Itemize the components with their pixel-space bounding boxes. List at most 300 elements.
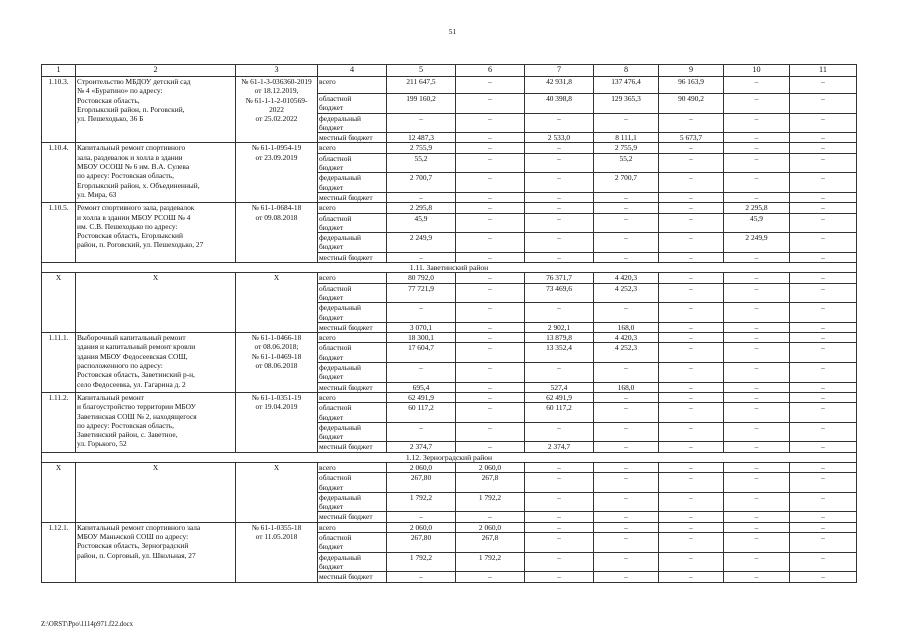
value-cell: 2 295,8 [387, 203, 456, 213]
funding-source: областной бюджет [318, 533, 387, 553]
value-cell: – [456, 283, 525, 303]
value-cell: – [525, 522, 594, 532]
value-cell: – [790, 422, 857, 442]
funding-source: федеральный бюджет [318, 173, 387, 193]
value-cell: 1 792,2 [456, 552, 525, 572]
value-cell: – [724, 343, 790, 363]
item-id: 1.12.1. [42, 522, 76, 582]
value-cell: – [790, 252, 857, 262]
value-cell: – [525, 533, 594, 553]
value-cell: – [456, 153, 525, 173]
value-cell: – [525, 422, 594, 442]
value-cell: 73 469,6 [525, 283, 594, 303]
value-cell: – [790, 403, 857, 423]
value-cell: – [659, 113, 724, 133]
funding-source: областной бюджет [318, 343, 387, 363]
value-cell: 2 902,1 [525, 322, 594, 332]
value-cell: – [387, 512, 456, 522]
value-cell: – [659, 143, 724, 153]
table-row [42, 203, 857, 213]
value-cell: – [724, 382, 790, 392]
value-cell: 18 300,1 [387, 333, 456, 343]
value-cell: – [659, 403, 724, 423]
value-cell: – [594, 213, 659, 233]
value-cell: 1 792,2 [387, 552, 456, 572]
value-cell: 2 249,9 [724, 233, 790, 253]
value-cell: – [659, 173, 724, 193]
value-cell: – [525, 363, 594, 383]
page-number: 51 [448, 27, 457, 36]
funding-source: всего [318, 143, 387, 153]
value-cell: – [659, 392, 724, 402]
funding-source: всего [318, 203, 387, 213]
value-cell: – [456, 273, 525, 283]
value-cell: – [387, 572, 456, 582]
value-cell: – [790, 512, 857, 522]
value-cell: – [790, 492, 857, 512]
value-cell: – [594, 233, 659, 253]
value-cell: – [456, 442, 525, 452]
section-row [42, 263, 857, 273]
value-cell: – [659, 552, 724, 572]
value-cell: – [659, 252, 724, 262]
value-cell: – [790, 77, 857, 94]
value-cell: 55,2 [594, 153, 659, 173]
value-cell: – [594, 552, 659, 572]
item-document: № 61-1-0466-18 от 08.06.2018; № 61-1-0469-18 от 08.06.2018 [236, 333, 318, 393]
value-cell: 45,9 [724, 213, 790, 233]
value-cell: – [790, 303, 857, 323]
value-cell: – [594, 422, 659, 442]
value-cell: – [456, 392, 525, 402]
header-cell: 1 [42, 65, 76, 77]
value-cell: 695,4 [387, 382, 456, 392]
value-cell: – [790, 273, 857, 283]
value-cell: – [456, 143, 525, 153]
value-cell: – [594, 192, 659, 202]
value-cell: – [790, 113, 857, 133]
value-cell: – [724, 552, 790, 572]
funding-source: местный бюджет [318, 442, 387, 452]
value-cell: – [659, 382, 724, 392]
value-cell: 2 295,8 [724, 203, 790, 213]
value-cell: – [724, 94, 790, 114]
value-cell: – [790, 143, 857, 153]
value-cell: – [594, 392, 659, 402]
value-cell: – [724, 442, 790, 452]
value-cell: 267,8 [456, 473, 525, 493]
value-cell: 2 533,0 [525, 133, 594, 143]
item-name: Ремонт спортивного зала, раздевалок и холла в здании МБОУ РСОШ № 4 им. С.В. Пешеходько по адресу: Ростовская область, Егорлыкский район, п. Роговский, ул. Пешеходько, 27 [76, 203, 236, 263]
header-cell: 4 [318, 65, 387, 77]
value-cell: – [724, 133, 790, 143]
value-cell: – [659, 473, 724, 493]
item-id: Х [42, 462, 76, 522]
header-cell: 11 [790, 65, 857, 77]
table-row [42, 522, 857, 532]
value-cell: – [790, 572, 857, 582]
value-cell: – [659, 442, 724, 452]
value-cell: 2 374,7 [525, 442, 594, 452]
funding-source: федеральный бюджет [318, 233, 387, 253]
header-cell: 2 [76, 65, 236, 77]
value-cell: – [659, 203, 724, 213]
item-id: 1.11.1. [42, 333, 76, 393]
value-cell: – [387, 192, 456, 202]
funding-source: местный бюджет [318, 192, 387, 202]
value-cell: 2 249,9 [387, 233, 456, 253]
value-cell: – [724, 512, 790, 522]
funding-source: местный бюджет [318, 382, 387, 392]
item-document: № 61-1-0351-19 от 19.04.2019 [236, 392, 318, 452]
item-name: Х [76, 462, 236, 522]
value-cell: 4 252,3 [594, 283, 659, 303]
value-cell: – [594, 203, 659, 213]
value-cell: – [594, 473, 659, 493]
item-id: 1.11.2. [42, 392, 76, 452]
value-cell: 1 792,2 [456, 492, 525, 512]
value-cell: – [724, 77, 790, 94]
value-cell: 2 060,0 [387, 522, 456, 532]
value-cell: – [724, 283, 790, 303]
value-cell: 527,4 [525, 382, 594, 392]
value-cell: 267,8 [456, 533, 525, 553]
value-cell: – [456, 322, 525, 332]
value-cell: – [659, 462, 724, 472]
value-cell: 2 060,0 [456, 462, 525, 472]
value-cell: – [525, 303, 594, 323]
value-cell: – [724, 153, 790, 173]
value-cell: – [456, 192, 525, 202]
value-cell: – [456, 133, 525, 143]
value-cell: – [456, 382, 525, 392]
value-cell: – [659, 572, 724, 582]
value-cell: – [387, 422, 456, 442]
item-id: Х [42, 273, 76, 333]
value-cell: 13 879,8 [525, 333, 594, 343]
item-id: 1.10.5. [42, 203, 76, 263]
value-cell: – [790, 94, 857, 114]
value-cell: – [594, 403, 659, 423]
value-cell: 2 060,0 [387, 462, 456, 472]
funding-source: федеральный бюджет [318, 422, 387, 442]
value-cell: – [594, 113, 659, 133]
value-cell: – [456, 77, 525, 94]
value-cell: – [525, 173, 594, 193]
value-cell: 12 487,3 [387, 133, 456, 143]
value-cell: – [659, 422, 724, 442]
value-cell: – [790, 133, 857, 143]
table-row [42, 77, 857, 94]
value-cell: – [456, 94, 525, 114]
value-cell: – [790, 343, 857, 363]
value-cell: 2 060,0 [456, 522, 525, 532]
item-document: Х [236, 462, 318, 522]
value-cell: 5 673,7 [659, 133, 724, 143]
value-cell: – [790, 322, 857, 332]
value-cell: 4 252,3 [594, 343, 659, 363]
value-cell: – [387, 113, 456, 133]
value-cell: 80 792,0 [387, 273, 456, 283]
value-cell: – [790, 382, 857, 392]
item-name: Х [76, 273, 236, 333]
funding-source: федеральный бюджет [318, 492, 387, 512]
value-cell: – [724, 533, 790, 553]
value-cell: – [659, 303, 724, 323]
value-cell: – [659, 233, 724, 253]
funding-source: федеральный бюджет [318, 113, 387, 133]
value-cell: 4 420,3 [594, 333, 659, 343]
value-cell: 129 365,3 [594, 94, 659, 114]
value-cell: – [790, 552, 857, 572]
value-cell: – [724, 273, 790, 283]
value-cell: – [525, 572, 594, 582]
value-cell: – [724, 492, 790, 512]
funding-source: федеральный бюджет [318, 303, 387, 323]
table-row [42, 462, 857, 472]
value-cell: – [525, 473, 594, 493]
value-cell: 3 070,1 [387, 322, 456, 332]
value-cell: – [724, 322, 790, 332]
value-cell: – [790, 233, 857, 253]
section-title: 1.11. Заветинский район [42, 263, 857, 273]
value-cell: – [525, 143, 594, 153]
header-cell: 6 [456, 65, 525, 77]
value-cell: – [659, 492, 724, 512]
item-document: № 61-1-0954-19 от 23.09.2019 [236, 143, 318, 203]
header-row [42, 65, 857, 77]
value-cell: – [456, 113, 525, 133]
value-cell: – [456, 173, 525, 193]
value-cell: – [724, 363, 790, 383]
item-id: 1.10.4. [42, 143, 76, 203]
value-cell: – [724, 303, 790, 323]
funding-source: местный бюджет [318, 512, 387, 522]
funding-source: всего [318, 392, 387, 402]
value-cell: – [790, 533, 857, 553]
funding-source: всего [318, 333, 387, 343]
value-cell: – [456, 343, 525, 363]
value-cell: – [659, 363, 724, 383]
value-cell: – [659, 153, 724, 173]
value-cell: 267,80 [387, 533, 456, 553]
value-cell: – [594, 492, 659, 512]
value-cell: – [790, 473, 857, 493]
header-cell: 7 [525, 65, 594, 77]
value-cell: – [525, 492, 594, 512]
value-cell: – [724, 572, 790, 582]
value-cell: – [456, 363, 525, 383]
funding-source: областной бюджет [318, 283, 387, 303]
item-name: Строительство МБДОУ детский сад № 4 «Буратино» по адресу: Ростовская область, Егорлыкский район, п. Роговский, ул. Пешеходько, 36 Б [76, 77, 236, 143]
value-cell: 2 374,7 [387, 442, 456, 452]
section-title: 1.12. Зерноградский район [42, 452, 857, 462]
item-id: 1.10.3. [42, 77, 76, 143]
value-cell: – [456, 233, 525, 253]
value-cell: – [387, 303, 456, 323]
footer-file-path: Z:\ORST\Ppo\1114p971.f22.docx [41, 621, 134, 628]
value-cell: 76 371,7 [525, 273, 594, 283]
header-cell: 10 [724, 65, 790, 77]
value-cell: – [724, 143, 790, 153]
value-cell: – [790, 462, 857, 472]
item-name: Капитальный ремонт спортивного зала, раздевалок и холла в здании МБОУ ОСОШ № 6 им. В.А. Сулева по адресу: Ростовская область, Егорлыкский район, х. Объединенный, ул. Мира, 63 [76, 143, 236, 203]
value-cell: 199 160,2 [387, 94, 456, 114]
value-cell: – [790, 203, 857, 213]
item-document: № 61-1-0355-18 от 11.05.2018 [236, 522, 318, 582]
value-cell: 2 755,9 [594, 143, 659, 153]
value-cell: – [594, 522, 659, 532]
value-cell: – [525, 552, 594, 572]
funding-source: областной бюджет [318, 94, 387, 114]
value-cell: – [659, 533, 724, 553]
value-cell: – [525, 233, 594, 253]
value-cell: – [659, 213, 724, 233]
value-cell: – [456, 422, 525, 442]
funding-source: областной бюджет [318, 403, 387, 423]
value-cell: – [594, 303, 659, 323]
value-cell: – [659, 192, 724, 202]
value-cell: – [525, 213, 594, 233]
header-cell: 9 [659, 65, 724, 77]
value-cell: – [525, 462, 594, 472]
value-cell: – [724, 173, 790, 193]
value-cell: 1 792,2 [387, 492, 456, 512]
table-row [42, 392, 857, 402]
value-cell: – [387, 363, 456, 383]
item-document: Х [236, 273, 318, 333]
value-cell: 17 604,7 [387, 343, 456, 363]
value-cell: 267,80 [387, 473, 456, 493]
value-cell: 62 491,9 [387, 392, 456, 402]
value-cell: – [456, 403, 525, 423]
value-cell: – [594, 363, 659, 383]
value-cell: – [790, 173, 857, 193]
value-cell: – [456, 512, 525, 522]
funding-source: всего [318, 522, 387, 532]
funding-source: всего [318, 77, 387, 94]
value-cell: – [525, 512, 594, 522]
value-cell: 13 352,4 [525, 343, 594, 363]
value-cell: – [456, 572, 525, 582]
value-cell: – [525, 252, 594, 262]
value-cell: – [724, 422, 790, 442]
value-cell: – [790, 213, 857, 233]
value-cell: – [724, 522, 790, 532]
value-cell: – [724, 113, 790, 133]
value-cell: – [456, 333, 525, 343]
item-name: Капитальный ремонт спортивного зала МБОУ Маньчской СОШ по адресу: Ростовская область, Зерноградский район, п. Сорговый, ул. Школьная, 27 [76, 522, 236, 582]
value-cell: – [456, 213, 525, 233]
value-cell: 42 931,8 [525, 77, 594, 94]
header-cell: 3 [236, 65, 318, 77]
value-cell: – [724, 473, 790, 493]
value-cell: 168,0 [594, 322, 659, 332]
value-cell: 77 721,9 [387, 283, 456, 303]
section-row [42, 452, 857, 462]
item-document: № 61-1-0684-18 от 09.08.2018 [236, 203, 318, 263]
value-cell: – [525, 113, 594, 133]
value-cell: 45,9 [387, 213, 456, 233]
value-cell: – [594, 533, 659, 553]
value-cell: 2 700,7 [387, 173, 456, 193]
value-cell: – [790, 392, 857, 402]
value-cell: – [724, 462, 790, 472]
table-row [42, 273, 857, 283]
item-name: Капитальный ремонт и благоустройство территории МБОУ Заветинская СОШ № 2, находящегося по адресу: Ростовская область, Заветинский район, с. Заветное, ул. Горького, 52 [76, 392, 236, 452]
value-cell: – [724, 392, 790, 402]
value-cell: – [659, 322, 724, 332]
value-cell: 60 117,2 [525, 403, 594, 423]
value-cell: 55,2 [387, 153, 456, 173]
value-cell: 2 700,7 [594, 173, 659, 193]
value-cell: – [659, 512, 724, 522]
value-cell: – [456, 303, 525, 323]
funding-source: областной бюджет [318, 153, 387, 173]
value-cell: 60 117,2 [387, 403, 456, 423]
value-cell: 137 476,4 [594, 77, 659, 94]
value-cell: – [594, 572, 659, 582]
funding-source: областной бюджет [318, 213, 387, 233]
value-cell: – [790, 442, 857, 452]
funding-source: всего [318, 462, 387, 472]
value-cell: 40 398,8 [525, 94, 594, 114]
funding-source: местный бюджет [318, 572, 387, 582]
value-cell: 4 420,3 [594, 273, 659, 283]
value-cell: – [525, 203, 594, 213]
value-cell: – [724, 333, 790, 343]
value-cell: – [594, 442, 659, 452]
value-cell: – [790, 192, 857, 202]
value-cell: – [659, 333, 724, 343]
item-document: № 61-1-3-036360-2019 от 18.12.2019, № 61-1-1-2-010569- 2022 от 25.02.2022 [236, 77, 318, 143]
item-name: Выборочный капитальный ремонт здания и капитальный ремонт кровли здания МБОУ Федосеевская СОШ, расположенного по адресу: Ростовская область, Заветинский р-н, село Федосеевка, ул. Гагарина д. 2 [76, 333, 236, 393]
value-cell: 2 755,9 [387, 143, 456, 153]
value-cell: – [790, 363, 857, 383]
value-cell: 211 647,5 [387, 77, 456, 94]
value-cell: – [724, 403, 790, 423]
value-cell: 96 163,9 [659, 77, 724, 94]
funding-source: федеральный бюджет [318, 363, 387, 383]
value-cell: – [790, 333, 857, 343]
value-cell: – [659, 273, 724, 283]
value-cell: – [525, 192, 594, 202]
value-cell: – [387, 252, 456, 262]
funding-source: федеральный бюджет [318, 552, 387, 572]
table-row [42, 143, 857, 153]
header-cell: 5 [387, 65, 456, 77]
value-cell: – [724, 252, 790, 262]
value-cell: – [594, 512, 659, 522]
value-cell: – [456, 252, 525, 262]
funding-source: местный бюджет [318, 133, 387, 143]
value-cell: – [594, 462, 659, 472]
value-cell: 168,0 [594, 382, 659, 392]
value-cell: 90 490,2 [659, 94, 724, 114]
value-cell: – [659, 283, 724, 303]
funding-source: местный бюджет [318, 252, 387, 262]
value-cell: – [525, 153, 594, 173]
value-cell: – [790, 153, 857, 173]
value-cell: – [790, 283, 857, 303]
budget-table [41, 64, 857, 583]
value-cell: 62 491,9 [525, 392, 594, 402]
header-cell: 8 [594, 65, 659, 77]
table-row [42, 333, 857, 343]
funding-source: областной бюджет [318, 473, 387, 493]
value-cell: – [724, 192, 790, 202]
value-cell: – [659, 522, 724, 532]
